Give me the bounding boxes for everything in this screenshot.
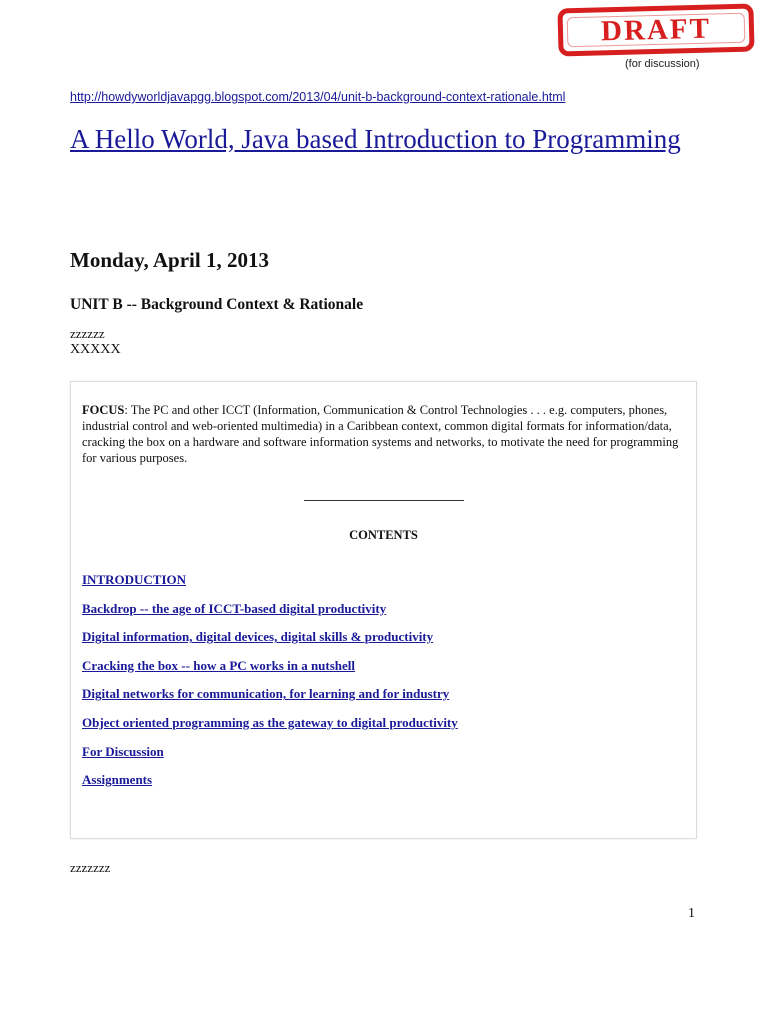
toc-link-for-discussion[interactable]: For Discussion: [82, 743, 164, 759]
focus-paragraph: [82, 402, 694, 466]
toc-link-assignments[interactable]: Assignments: [82, 772, 153, 788]
unit-heading: UNIT B -- Background Context & Rationale: [70, 296, 364, 313]
toc-link-cracking-the-box[interactable]: Cracking the box -- how a PC works in a nutshell: [82, 657, 356, 673]
toc-link-digital-networks[interactable]: Digital networks for communication, for learning and for industry: [82, 686, 450, 702]
table-of-contents: [82, 572, 458, 801]
placeholder-line-1: zzzzzz: [70, 326, 105, 341]
toc-link-backdrop[interactable]: Backdrop -- the age of ICCT-based digital productivity: [82, 600, 387, 616]
post-title-link[interactable]: A Hello World, Java based Introduction to Programming: [70, 124, 681, 154]
placeholder-line-2: XXXXX: [70, 342, 121, 357]
toc-link-digital-information[interactable]: Digital information, digital devices, digital skills & productivity: [82, 629, 434, 645]
source-url-link[interactable]: http://howdyworldjavapgg.blogspot.com/2013/04/unit-b-background-context-rationale.html: [70, 90, 566, 104]
separator-rule: [304, 500, 464, 501]
focus-label: FOCUS: [82, 403, 125, 417]
draft-stamp: [557, 3, 754, 56]
draft-note: (for discussion): [625, 58, 700, 70]
contents-heading: CONTENTS: [349, 528, 418, 542]
toc-link-introduction[interactable]: INTRODUCTION: [82, 572, 187, 587]
toc-link-oop-gateway[interactable]: Object oriented programming as the gateway to digital productivity: [82, 714, 458, 730]
trailer-text: zzzzzzz: [70, 860, 111, 875]
focus-text: : The PC and other ICCT (Information, Communication & Control Technologies . . . e.g. computers, phones, industrial control and web-oriented multimedia) in a Caribbean context, common digital formats for information/data, cracking the box on a hardware and software information systems and networks, to motivate the need for programming for various purposes.: [82, 403, 679, 465]
draft-stamp-text: DRAFT: [600, 12, 712, 47]
page-number: 1: [688, 906, 695, 921]
post-date: Monday, April 1, 2013: [70, 248, 269, 272]
focus-contents-panel: [70, 381, 697, 839]
